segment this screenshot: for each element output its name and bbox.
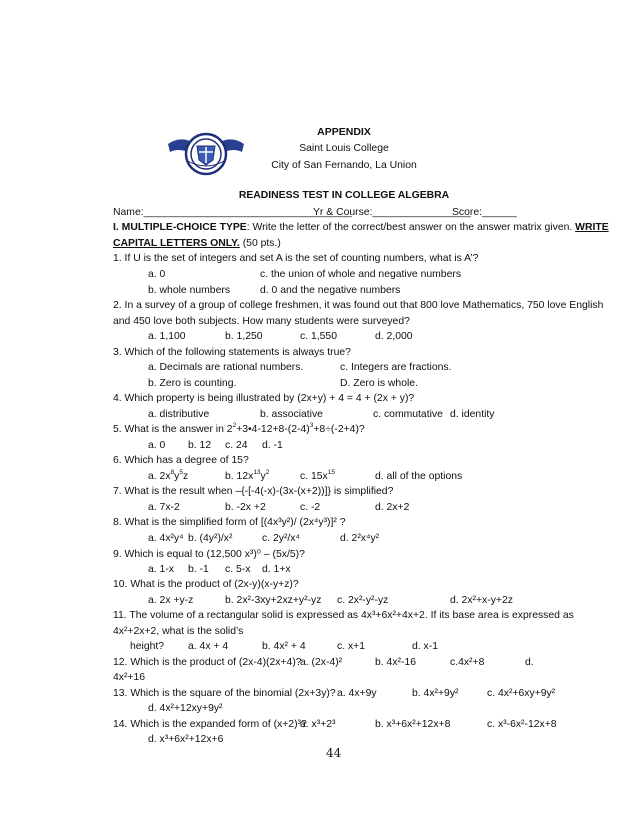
question-11-stem-2: 4x²+2x+2, what is the solid’s <box>113 626 244 637</box>
question-12-stem: 12. Which is the product of (2x-4)(2x+4)? <box>113 657 302 668</box>
q3-option-a: a. Decimals are rational numbers. <box>148 362 304 373</box>
page-number: 44 <box>326 746 342 760</box>
q6-a-part: y <box>174 471 180 482</box>
q6-c-part: c. 15x <box>300 471 328 482</box>
q13-option-a: a. 4x+9y <box>337 688 377 699</box>
q6-a-part: a. 2x <box>148 471 171 482</box>
q4-option-a: a. distributive <box>148 409 210 420</box>
q13-option-d: d. 4x²+12xy+9y² <box>148 703 223 714</box>
q1-option-c: c. the union of whole and negative numbers <box>260 269 462 280</box>
q6-c-exp: 15 <box>327 469 335 476</box>
q11-option-a: a. 4x + 4 <box>188 641 229 652</box>
q6-b-exp: 2 <box>265 469 270 476</box>
q6-b-part: b. 12x <box>225 471 254 482</box>
question-2-stem-2: and 450 love both subjects. How many students were surveyed? <box>113 316 410 327</box>
q11-option-b: b. 4x² + 4 <box>262 641 306 652</box>
test-title: READINESS TEST IN COLLEGE ALGEBRA <box>238 190 450 201</box>
question-8-stem: 8. What is the simplified form of [(4x³y²)/ (2x⁴y³)]² ? <box>113 517 346 528</box>
q2-option-a: a. 1,100 <box>148 331 186 342</box>
q3-option-b: b. Zero is counting. <box>148 378 237 389</box>
q12-option-d-value: 4x²+16 <box>113 672 146 683</box>
q1-option-d: d. 0 and the negative numbers <box>260 285 401 296</box>
q12-option-a: a. (2x-4)² <box>300 657 343 668</box>
q2-option-b: b. 1,250 <box>225 331 263 342</box>
q1-option-a: a. 0 <box>148 269 166 280</box>
q12-option-b: b. 4x²-16 <box>375 657 417 668</box>
q6-option-c <box>300 471 335 482</box>
q13-option-c: c. 4x²+6xy+9y² <box>487 688 556 699</box>
emphasis-write: WRITE <box>575 222 609 233</box>
q5-option-c: c. 24 <box>225 440 248 451</box>
q10-option-a: a. 2x +y-z <box>148 595 194 606</box>
q9-option-a: a. 1-x <box>148 564 174 575</box>
q3-option-d: D. Zero is whole. <box>340 378 418 389</box>
question-14-stem: 14. Which is the expanded form of (x+2)³? <box>113 719 307 730</box>
q5-option-a: a. 0 <box>148 440 166 451</box>
q6-a-exp: 8 <box>170 469 175 476</box>
q7-option-c: c. -2 <box>300 502 321 513</box>
question-5-stem <box>113 424 365 435</box>
instructions-text: : Write the letter of the correct/best answer on the answer matrix given. <box>246 222 576 233</box>
emphasis-capital: CAPITAL LETTERS ONLY. <box>113 238 240 249</box>
question-3-stem: 3. Which of the following statements is always true? <box>113 347 351 358</box>
instructions-line-2 <box>113 238 281 249</box>
q6-option-b <box>225 471 269 482</box>
q1-option-b: b. whole numbers <box>148 285 231 296</box>
q7-option-d: d. 2x+2 <box>375 502 410 513</box>
q9-option-b: b. -1 <box>188 564 209 575</box>
points: (50 pts.) <box>239 238 281 249</box>
q5-option-b: b. 12 <box>188 440 212 451</box>
q6-b-part: y <box>260 471 266 482</box>
question-9-stem: 9. Which is equal to (12,500 x³)⁰ – (5x/5)? <box>113 549 305 560</box>
school-city: City of San Fernando, La Union <box>271 160 417 171</box>
question-10-stem: 10. What is the product of (2x-y)(x-y+z)? <box>113 579 299 590</box>
q3-option-c: c. Integers are fractions. <box>340 362 452 373</box>
q8-option-c: c. 2y²/x⁴ <box>262 533 300 544</box>
q14-option-b: b. x³+6x²+12x+8 <box>375 719 451 730</box>
q9-option-d: d. 1+x <box>262 564 291 575</box>
q14-option-a: a. x³+2³ <box>300 719 336 730</box>
q14-option-d: d. x³+6x²+12x+6 <box>148 734 224 745</box>
q4-option-c: c. commutative <box>373 409 443 420</box>
q5-exponent: 3 <box>309 422 314 429</box>
question-11-stem-1: 11. The volume of a rectangular solid is expressed as 4x³+6x²+4x+2. If its base area is expressed as <box>113 610 574 621</box>
q13-option-b: b. 4x²+9y² <box>412 688 459 699</box>
q10-option-d: d. 2x²+x-y+2z <box>450 595 513 606</box>
question-1-stem: 1. If U is the set of integers and set A is the set of counting numbers, what is A’? <box>113 253 479 264</box>
q6-a-exp: 5 <box>179 469 183 476</box>
q6-option-d: d. all of the options <box>375 471 463 482</box>
q5-option-d: d. -1 <box>262 440 283 451</box>
q6-b-exp: 13 <box>253 469 261 476</box>
question-11-stem-3: height? <box>130 641 165 652</box>
q5-stem-part: 5. What is the answer in 2 <box>113 424 233 435</box>
yr-course-field: Yr & Course:_________________ <box>313 207 471 218</box>
q2-option-c: c. 1,550 <box>300 331 337 342</box>
q10-option-c: c. 2x²-y²-yz <box>337 595 389 606</box>
q6-option-a <box>148 471 188 482</box>
q12-option-c: c.4x²+8 <box>450 657 485 668</box>
question-6-stem: 6. Which has a degree of 15? <box>113 455 249 466</box>
q4-option-b: b. associative <box>260 409 323 420</box>
q5-stem-part: +8÷(-2+4)? <box>313 424 365 435</box>
question-7-stem: 7. What is the result when –{-[-4(-x)-(3x-(x+2))]} is simplified? <box>113 486 394 497</box>
q7-option-a: a. 7x-2 <box>148 502 180 513</box>
q7-option-b: b. -2x +2 <box>225 502 266 513</box>
q12-option-d: d. <box>525 657 534 668</box>
q2-option-d: d. 2,000 <box>375 331 413 342</box>
q5-exponent: 2 <box>232 422 237 429</box>
q14-option-c: c. x³-6x²-12x+8 <box>487 719 557 730</box>
q8-option-a: a. 4x²y⁴ <box>148 533 184 544</box>
appendix-heading: APPENDIX <box>317 126 371 138</box>
score-field: Score:______ <box>452 207 517 218</box>
question-4-stem: 4. Which property is being illustrated by (2x+y) + 4 = 4 + (2x + y)? <box>113 393 415 404</box>
q9-option-c: c. 5-x <box>225 564 251 575</box>
q8-option-b: b. (4y²)/x² <box>188 533 233 544</box>
question-2-stem-1: 2. In a survey of a group of college freshmen, it was found out that 800 love Mathematics, 750 love English <box>113 300 604 311</box>
name-field: Name:____________________________________ <box>113 207 352 218</box>
q4-option-d: d. identity <box>450 409 495 420</box>
q11-option-c: c. x+1 <box>337 641 366 652</box>
q6-a-part: z <box>182 471 189 482</box>
part-label: I. MULTIPLE-CHOICE TYPE <box>113 222 247 233</box>
school-name: Saint Louis College <box>299 143 389 154</box>
q10-option-b: b. 2x²-3xy+2xz+y²-yz <box>225 595 322 606</box>
question-13-stem: 13. Which is the square of the binomial (2x+3y)? <box>113 688 336 699</box>
q11-option-d: d. x-1 <box>412 641 438 652</box>
q8-option-d: d. 2²x⁴y² <box>340 533 380 544</box>
instructions-line-1 <box>113 222 609 233</box>
q5-stem-part: +3•4-12+8-(2-4) <box>236 424 310 435</box>
